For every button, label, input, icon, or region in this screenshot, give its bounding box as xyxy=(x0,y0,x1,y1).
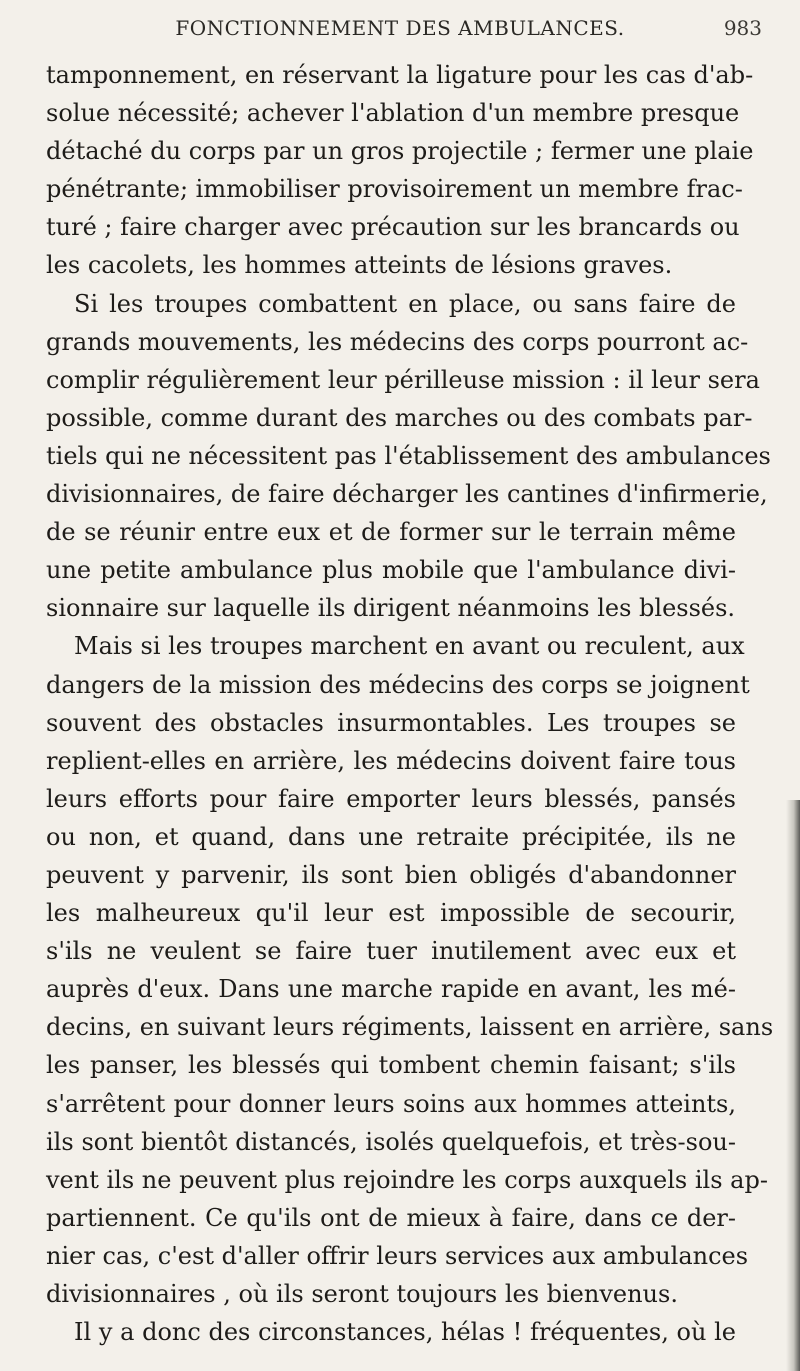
text-line: solue nécessité; achever l'ablation d'un membre presque xyxy=(46,99,740,128)
text-line: nier cas, c'est d'aller offrir leurs services aux ambulances xyxy=(46,1241,749,1270)
text-line: partiennent. Ce qu'ils ont de mieux à faire, dans ce der- xyxy=(46,1203,736,1232)
text-line: les malheureux qu'il leur est impossible de secourir, xyxy=(46,899,736,928)
text-line: s'ils ne veulent se faire tuer inutilement avec eux et xyxy=(46,937,736,966)
body-text xyxy=(46,56,774,1351)
text-line: pénétrante; immobiliser provisoirement un membre frac- xyxy=(46,175,743,204)
running-head xyxy=(150,16,800,44)
text-line: replient-elles en arrière, les médecins doivent faire tous xyxy=(46,746,736,775)
text-line: complir régulièrement leur périlleuse mission : il leur sera xyxy=(46,365,760,394)
text-line: grands mouvements, les médecins des corps pourront ac- xyxy=(46,327,749,356)
text-line: tiels qui ne nécessitent pas l'établissement des ambulances xyxy=(46,441,771,470)
text-line: decins, en suivant leurs régiments, laissent en arrière, sans xyxy=(46,1013,774,1042)
text-line: turé ; faire charger avec précaution sur les brancards ou xyxy=(46,213,740,242)
text-line: tamponnement, en réservant la ligature pour les cas d'ab- xyxy=(46,61,754,89)
page-edge-shadow xyxy=(786,800,800,1371)
text-line: ils sont bientôt distancés, isolés quelquefois, et très-sou- xyxy=(46,1127,736,1156)
running-title: FONCTIONNEMENT DES AMBULANCES. xyxy=(175,16,625,40)
text-line: une petite ambulance plus mobile que l'ambulance divi- xyxy=(46,556,736,585)
text-line: Il y a donc des circonstances, hélas ! fréquentes, où le xyxy=(74,1318,736,1347)
text-line: détaché du corps par un gros projectile ; fermer une plaie xyxy=(46,137,754,166)
text-line: souvent des obstacles insurmontables. Les troupes se xyxy=(46,708,736,737)
text-line: leurs efforts pour faire emporter leurs blessés, pansés xyxy=(46,784,736,813)
text-line: les cacolets, les hommes atteints de lésions graves. xyxy=(46,251,673,280)
text-line: possible, comme durant des marches ou des combats par- xyxy=(46,403,753,432)
text-line: divisionnaires , où ils seront toujours les bienvenus. xyxy=(46,1280,678,1308)
text-line: de se réunir entre eux et de former sur le terrain même xyxy=(46,518,736,547)
text-line: les panser, les blessés qui tombent chemin faisant; s'ils xyxy=(46,1051,736,1080)
text-line: ou non, et quand, dans une retraite précipitée, ils ne xyxy=(46,822,736,851)
text-line: auprès d'eux. Dans une marche rapide en avant, les mé- xyxy=(46,975,736,1004)
text-line: s'arrêtent pour donner leurs soins aux hommes atteints, xyxy=(46,1089,736,1118)
text-line: Mais si les troupes marchent en avant ou reculent, aux xyxy=(74,632,745,661)
text-line: Si les troupes combattent en place, ou sans faire de xyxy=(74,289,736,318)
text-line: peuvent y parvenir, ils sont bien obligés d'abandonner xyxy=(46,860,736,889)
text-line: dangers de la mission des médecins des corps se joignent xyxy=(46,670,750,699)
text-line: divisionnaires, de faire décharger les cantines d'infirmerie, xyxy=(46,480,768,509)
text-line: sionnaire sur laquelle ils dirigent néanmoins les blessés. xyxy=(46,594,736,623)
page-number: 983 xyxy=(723,16,762,40)
text-line: vent ils ne peuvent plus rejoindre les corps auxquels ils ap- xyxy=(46,1165,768,1194)
